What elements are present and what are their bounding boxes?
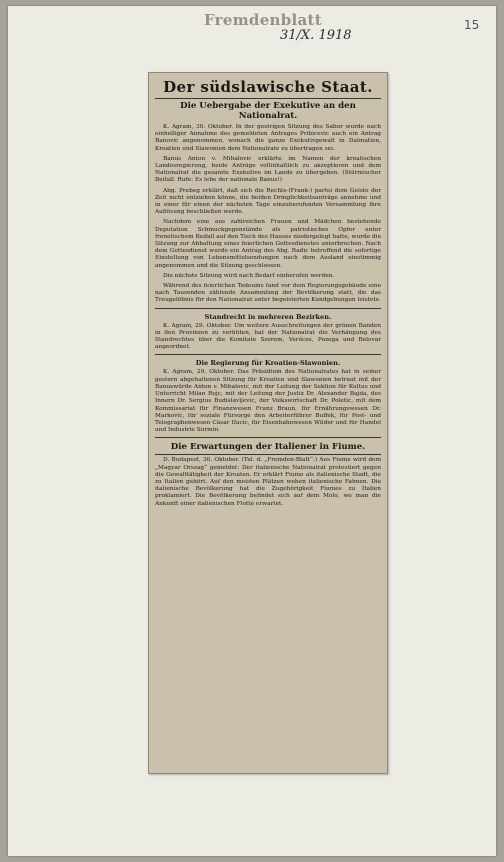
article-paragraph: Die nächste Sitzung wird nach Bedarf einberufen werden. [163,272,335,279]
divider [155,98,381,99]
divider [155,354,381,355]
article-paragraph: Während des feierlichen Tedeums fand vor dem Regierungsgebäude eine nach Tausenden zählende Ansammlung der Bevölkerung statt, die das Treugelöbnis für den Nationalrat unter begeisterten Kundgebungen leistete. [155,283,381,304]
article-paragraph: Abg. Prebeg erklärt, daß sich die Rechts-(Frank-) partei dem Geiste der Zeit nicht entziehen könne, die beiden Dringlichkeitsanträge annehme und in einer für einen der nächsten Tage einzuberufenden Versammlung ihre Auflösung beschließen werde. [155,187,381,216]
article-paragraph: Nachdem eine aus zahlreichen Frauen und Mädchen bestehende Deputation Schmuckgegenstände als patriotisches Opfer unter frenetischem Beifall auf den Tisch des Hauses niedergelegt hatte, wurde die Sitzung zur Abhaltung eines feierlichen Gottesdienstes unterbrochen. Nach dem Gottesdienst wurde ein Antrag des Abg. Radic betreffend die sofortige Einstellung von Lebensmittelsendungen nach dem Ausland einstimmig angenommen und die Sitzung geschlossen. [155,219,381,269]
newspaper-stamp: Fremdenblatt [204,11,323,29]
clipping-subhead: Die Uebergabe der Exekutive an den Nationalrat. [180,101,356,121]
article-paragraph: K. Agram, 30. Oktober. In der gestrigen Sitzung des Sabor wurde nach einhelliger Annahme des gemeldeten Antrages Pribicevic auch ein Antrag Banovic angenommen, wonach die ganze Exekutivgewalt in Dalmatien, Kroatien und Slawonien dem Nationalrate zu übertragen sei. [155,124,381,152]
clipping-headline: Der südslawische Staat. [163,78,373,96]
section-heading: Standrecht in mehreren Bezirken. [204,312,332,321]
divider [155,454,381,455]
page-number: 15 [464,18,480,32]
article-paragraph: D. Budapest, 30. Oktober. (Tel. d. „Fremden-Blatt“.) Aus Fiume wird dem „Magyar Orszag“ gemeldet: Der italienische Nationalrat protestiert gegen die Gewalttätigkeit der Kroaten. Er erklärt Fiume als italienische Stadt, die zu Italien gehört. Auf den meisten Plätzen wehen italienische Fahnen. Die italienische Bevölkerung hat die Zugehörigkeit Fiumes zu Italien proklamiert. Die Bevölkerung befindet sich auf dem Molo, wo man die Ankunft einer italienischen Flotte erwartet. [155,457,381,507]
divider [155,308,381,309]
divider [155,437,381,438]
section-heading: Die Erwartungen der Italiener in Fiume. [170,442,366,453]
article-paragraph: Banus Anton v. Mihalovic erklärte im Namen der kroatischen Landesregierung, beide Anträge vollinhaltlich zu akzeptieren und dem Nationalrat die gesamte Exekutive im Lande zu übergeben. (Stürmischer Beifall. Rufe: Es lebe der nationale Banus!) [155,155,381,184]
main-article [155,124,381,305]
handwritten-date: 31/X. 1918 [280,28,352,43]
section-heading: Die Regierung für Kroatien-Slawonien. [195,359,341,368]
article-paragraph: K. Agram, 29. Oktober. Um weitere Ausschreitungen der grünen Banden in den Provinzen zu verhüten, hat der Nationalrat die Verhängung des Standrechtes über die Komitate Szerem, Verócze, Pozega und Belovar angeordnet. [155,322,381,351]
article-paragraph: K. Agram, 29. Oktober. Das Präsidium des Nationalrates hat in seiner gestern abgehaltenen Sitzung für Kroatien und Slawonien betraut mit der Banuswürde Anton v. Mihalovic, mit der Leitung der Sektion für Kultus und Unterricht Milan Rojc, mit der Leitung der Justiz Dr. Alexander Bajda, des Innern Dr. Sergius Budislavljevic, der Volkswirtschaft Dr. Poletic, mit dem Kommissariat für Finanzwesen Franz Braun, für Ernährungswesen Dr. Markovic, für soziale Fürsorge den Arbeiterführer Buffek, für Post- und Telegraphenwesen Cäsar Ifacic, für Eisenbahnwesen Wilder und für Handel und Industrie Surmin. [155,369,381,434]
newspaper-clipping [148,72,388,774]
